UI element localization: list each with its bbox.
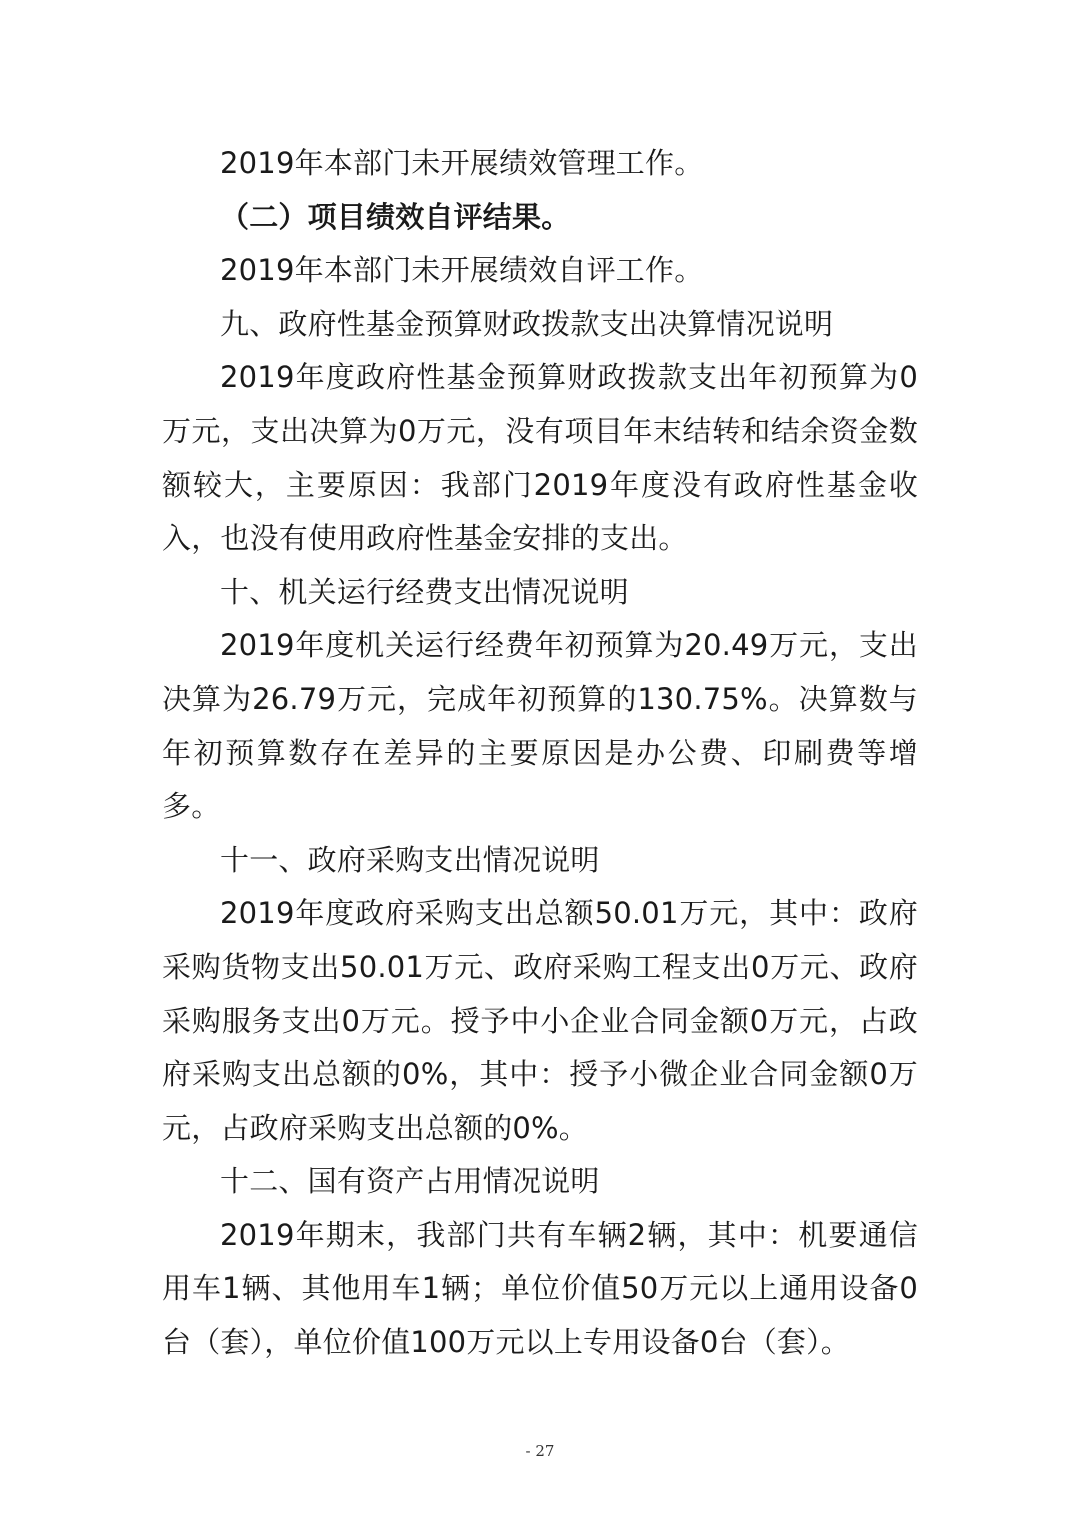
page-number: - 27	[525, 1442, 555, 1460]
paragraph-government-fund: 2019年度政府性基金预算财政拨款支出年初预算为0万元，支出决算为0万元，没有项目年末结转和结余资金数额较大，主要原因：我部门2019年度没有政府性基金收入，也没有使用政府性基金安排的支出。	[162, 360, 918, 556]
heading-section-10: 十、机关运行经费支出情况说明	[220, 574, 629, 609]
document-body	[162, 137, 918, 1370]
paragraph-self-evaluation: 2019年本部门未开展绩效自评工作。	[220, 253, 704, 288]
paragraph-performance-management: 2019年本部门未开展绩效管理工作。	[220, 146, 704, 180]
paragraph-state-assets: 2019年期末，我部门共有车辆2辆，其中：机要通信用车1辆、其他用车1辆；单位价值50万元以上通用设备0台（套），单位价值100万元以上专用设备0台（套）。	[162, 1217, 918, 1360]
heading-section-9: 九、政府性基金预算财政拨款支出决算情况说明	[220, 306, 834, 341]
paragraph-operating-expenses: 2019年度机关运行经费年初预算为20.49万元，支出决算为26.79万元，完成年初预算的130.75%。决算数与年初预算数存在差异的主要原因是办公费、印刷费等增多。	[162, 628, 918, 824]
paragraph-procurement: 2019年度政府采购支出总额50.01万元，其中：政府采购货物支出50.01万元、政府采购工程支出0万元、政府采购服务支出0万元。授予中小企业合同金额0万元，占政府采购支出总额的0%，其中：授予小微企业合同金额0万元，占政府采购支出总额的0%。	[162, 896, 918, 1145]
heading-project-self-evaluation: （二）项目绩效自评结果。	[220, 199, 571, 234]
heading-section-12: 十二、国有资产占用情况说明	[220, 1164, 600, 1199]
heading-section-11: 十一、政府采购支出情况说明	[220, 842, 600, 877]
